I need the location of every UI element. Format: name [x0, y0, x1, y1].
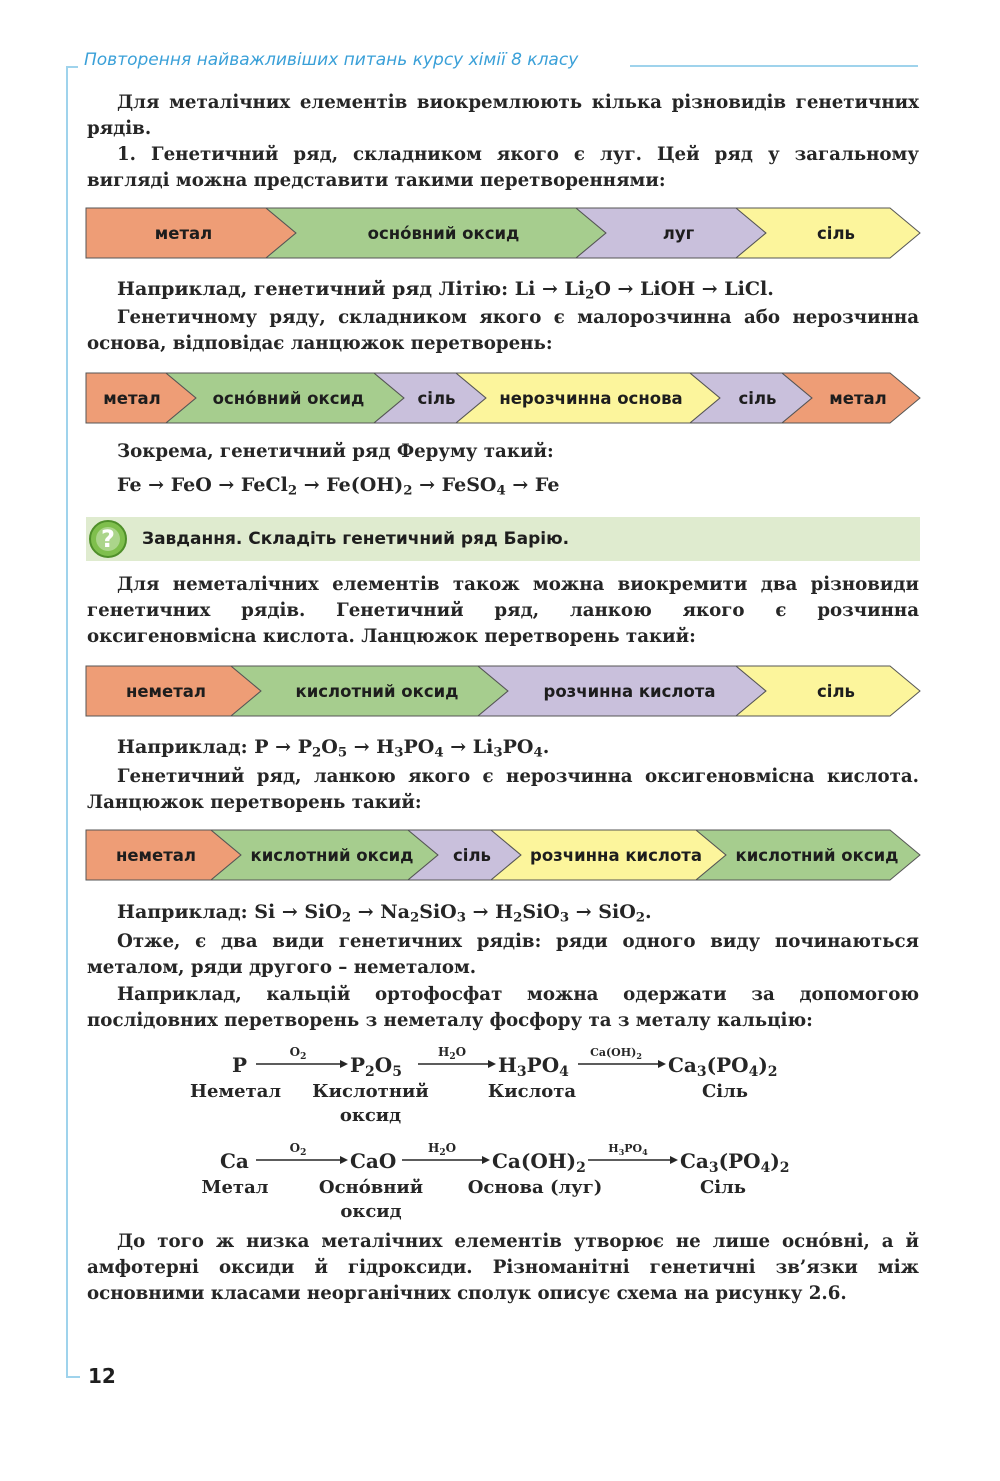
paragraph-chain2-intro: Генетичному ряду, складником якого є малорозчинна або нерозчинна основа, відповідає ланцюжок перетворень: [87, 307, 919, 354]
scheme-phosphorus-formulas [190, 1042, 790, 1082]
chain-node-metal: метал [829, 388, 887, 408]
paragraph-iron-intro: Зокрема, генетичний ряд Феруму такий: [117, 441, 554, 462]
paragraph-nonmetal-intro: Для неметалічних елементів також можна виокремити два різновиди генетичних рядів. Генетичний ряд, ланкою якого є розчинна оксигеновмісна кислота. Ланцюжок перетворень такий: [87, 574, 919, 647]
svg-text:O2: $O_2$ [289, 1141, 307, 1158]
svg-text:Ca(OH)2: $Ca(OH)_2$ [492, 1149, 586, 1176]
margin-rule-tick [66, 66, 78, 68]
example-phosphorus: Наприклад: $P \to P_2O_5 \to H_3PO_4 \to Li_3PO_4$. [117, 736, 550, 761]
svg-text:O2: $O_2$ [289, 1045, 307, 1062]
caption-nonmetal: Неметал [190, 1081, 282, 1102]
chain-node-acid-oxide: кислотний оксид [250, 845, 414, 865]
caption-acid-oxide: Кислотний оксид [312, 1081, 429, 1126]
chain-node-soluble-acid: розчинна кислота [530, 845, 702, 865]
paragraph-intro: Для металічних елементів виокремлюють кілька різновидів генетичних рядів. [87, 92, 919, 139]
example-iron: Fe → FeO → FeCl$_2$ → $Fe(OH)_2$ → FeSO$_4$ → Fe [117, 474, 560, 499]
caption-basic-oxide: Осно́вний оксид [318, 1177, 424, 1222]
chain-node-insoluble-base: нерозчинна основа [499, 388, 683, 408]
chain-node-nonmetal: неметал [125, 681, 207, 701]
svg-text:P2O5: $P_2O_5$ [350, 1053, 402, 1080]
scheme-calcium-formulas [190, 1138, 800, 1178]
chain-node-metal: метал [103, 388, 161, 408]
chain-node-salt: сіль [738, 388, 777, 408]
chain-node-nonmetal: неметал [115, 845, 197, 865]
page-number: 12 [88, 1364, 116, 1388]
margin-rule [66, 66, 68, 1376]
caption-salt: Сіль [699, 1177, 747, 1198]
chain-soluble-acid [86, 666, 920, 716]
paragraph-final: До того ж низка металічних елементів утворює не лише осно́вні, а й амфотерні оксиди й гідроксиди. Різноманітні генетичні зв’язки між основними класами неорганічних сполук описує схема на рисунку 2.6. [87, 1231, 919, 1304]
chain-node-acid-oxide: кислотний оксид [295, 681, 459, 701]
chain-insoluble-acid [86, 830, 920, 880]
task-box [86, 517, 920, 561]
svg-text:H3PO4: $H_3PO_4$ [498, 1053, 569, 1080]
scheme-phosphorus [190, 1042, 790, 1132]
scheme-calcium [190, 1138, 800, 1228]
svg-text:Ca3(PO4)2: $Ca_3(PO_4)_2$ [680, 1149, 790, 1176]
chain-node-acid-oxide: кислотний оксид [735, 845, 899, 865]
chain-node-soluble-acid: розчинна кислота [543, 681, 716, 701]
svg-text:Ca(OH)2: $Ca(OH)_2$ [590, 1046, 642, 1061]
chain-node-salt: сіль [817, 681, 855, 701]
example-lithium: Наприклад, генетичний ряд Літію: $Li \to Li_2O$ → LiOH → LiCl. [117, 278, 774, 303]
chain-node-basic-oxide: осно́вний оксид [212, 388, 365, 408]
caption-salt: Сіль [701, 1081, 749, 1102]
svg-text:P: P [232, 1053, 248, 1077]
running-title: Повторення найважливіших питань курсу хімії 8 класу [84, 50, 579, 70]
task-text: Завдання. Складіть генетичний ряд Барію. [142, 529, 570, 549]
svg-text:Ca3(PO4)2: $Ca_3(PO_4)_2$ [668, 1053, 778, 1080]
chain-node-salt: сіль [817, 223, 855, 243]
svg-text:Ca: Ca [220, 1149, 249, 1173]
chain-insoluble-base [86, 373, 920, 423]
chain-node-alkali: луг [662, 223, 695, 243]
svg-text:CaO: CaO [350, 1149, 397, 1173]
header-rule [630, 65, 918, 67]
question-icon [88, 519, 128, 559]
chain-node-basic-oxide: осно́вний оксид [367, 223, 520, 243]
caption-acid: Кислота [487, 1081, 577, 1102]
paragraph-chain4-intro: Генетичний ряд, ланкою якого є нерозчинна оксигеновмісна кислота. Ланцюжок перетворень такий: [87, 766, 919, 813]
footer-rule-tick [66, 1376, 80, 1378]
example-silicon: Наприклад: $Si \to SiO_2 \to Na_2SiO_3 \to H_2SiO_3 \to SiO_2$. [117, 901, 652, 926]
svg-text:H2O: $H_2O$ [427, 1141, 457, 1158]
caption-base: Основа (луг) [467, 1177, 603, 1198]
chain-node-salt: сіль [417, 388, 456, 408]
paragraph-scheme-intro: Наприклад, кальцій ортофосфат можна одержати за допомогою послідовних перетворень з неметалу фосфору та з металу кальцію: [87, 984, 919, 1031]
paragraph-chain1-intro: 1. Генетичний ряд, складником якого є луг. Цей ряд у загальному вигляді можна представити такими перетвореннями: [87, 144, 919, 191]
svg-text:H3PO4: $H_3PO_4$ [608, 1142, 648, 1157]
caption-metal: Метал [201, 1177, 269, 1198]
paragraph-conclusion: Отже, є два види генетичних рядів: ряди одного виду починаються металом, ряди другого – неметалом. [87, 931, 919, 978]
chain-node-metal: метал [154, 223, 213, 243]
chain-node-salt: сіль [453, 845, 491, 865]
chain-alkali [86, 208, 920, 258]
svg-text:?: ? [101, 525, 115, 553]
svg-text:H2O: $H_2O$ [437, 1045, 467, 1062]
